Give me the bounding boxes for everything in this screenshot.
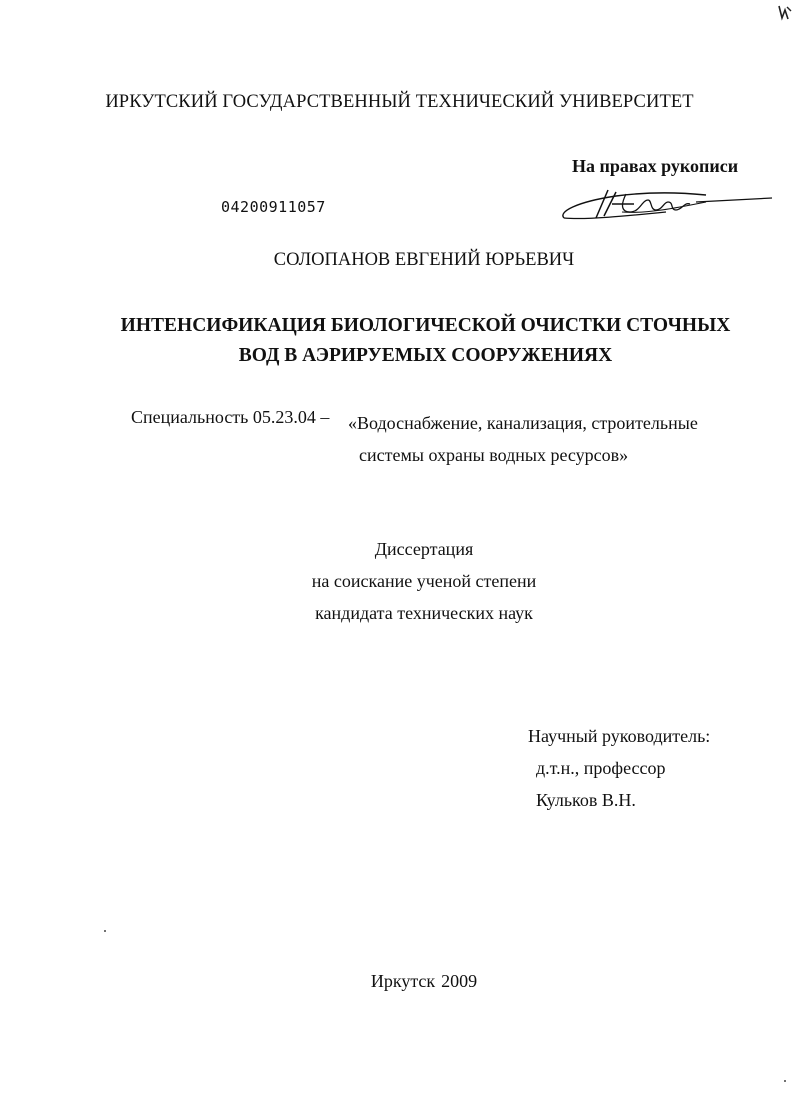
specialty-label: Специальность 05.23.04 – bbox=[131, 407, 330, 427]
dissertation-line-3: кандидата технических наук bbox=[315, 603, 533, 623]
thesis-title-line-1: ИНТЕНСИФИКАЦИЯ БИОЛОГИЧЕСКОЙ ОЧИСТКИ СТОЧНЫХ bbox=[120, 315, 731, 336]
specialty-line-2: системы охраны водных ресурсов» bbox=[359, 445, 629, 465]
signature-icon bbox=[556, 182, 776, 230]
specialty-line-1: «Водоснабжение, канализация, строительные bbox=[348, 413, 698, 433]
supervisor-label: Научный руководитель: bbox=[528, 726, 711, 746]
registration-code: 04200911057 bbox=[221, 198, 326, 216]
thesis-title-line-2: ВОД В АЭРИРУЕМЫХ СООРУЖЕНИЯХ bbox=[238, 345, 613, 366]
scan-speck bbox=[784, 1080, 786, 1082]
year: 2009 bbox=[441, 971, 478, 991]
author-name: СОЛОПАНОВ ЕВГЕНИЙ ЮРЬЕВИЧ bbox=[273, 250, 575, 270]
dissertation-line-1: Диссертация bbox=[374, 539, 474, 559]
university-name: ИРКУТСКИЙ ГОСУДАРСТВЕННЫЙ ТЕХНИЧЕСКИЙ УНИВЕРСИТЕТ bbox=[105, 92, 694, 112]
scan-speck bbox=[104, 930, 106, 932]
dissertation-line-2: на соискание ученой степени bbox=[311, 571, 537, 591]
corner-mark-icon bbox=[776, 4, 794, 22]
thesis-title bbox=[0, 311, 799, 371]
supervisor-degree: д.т.н., профессор bbox=[536, 758, 666, 778]
city-year bbox=[0, 971, 799, 992]
dissertation-block bbox=[0, 533, 799, 629]
specialty-description bbox=[348, 407, 698, 471]
rights-notice: На правах рукописи bbox=[572, 156, 739, 176]
supervisor-block bbox=[528, 720, 710, 816]
supervisor-name: Кульков В.Н. bbox=[536, 790, 636, 810]
city-name: Иркутск bbox=[370, 971, 436, 991]
